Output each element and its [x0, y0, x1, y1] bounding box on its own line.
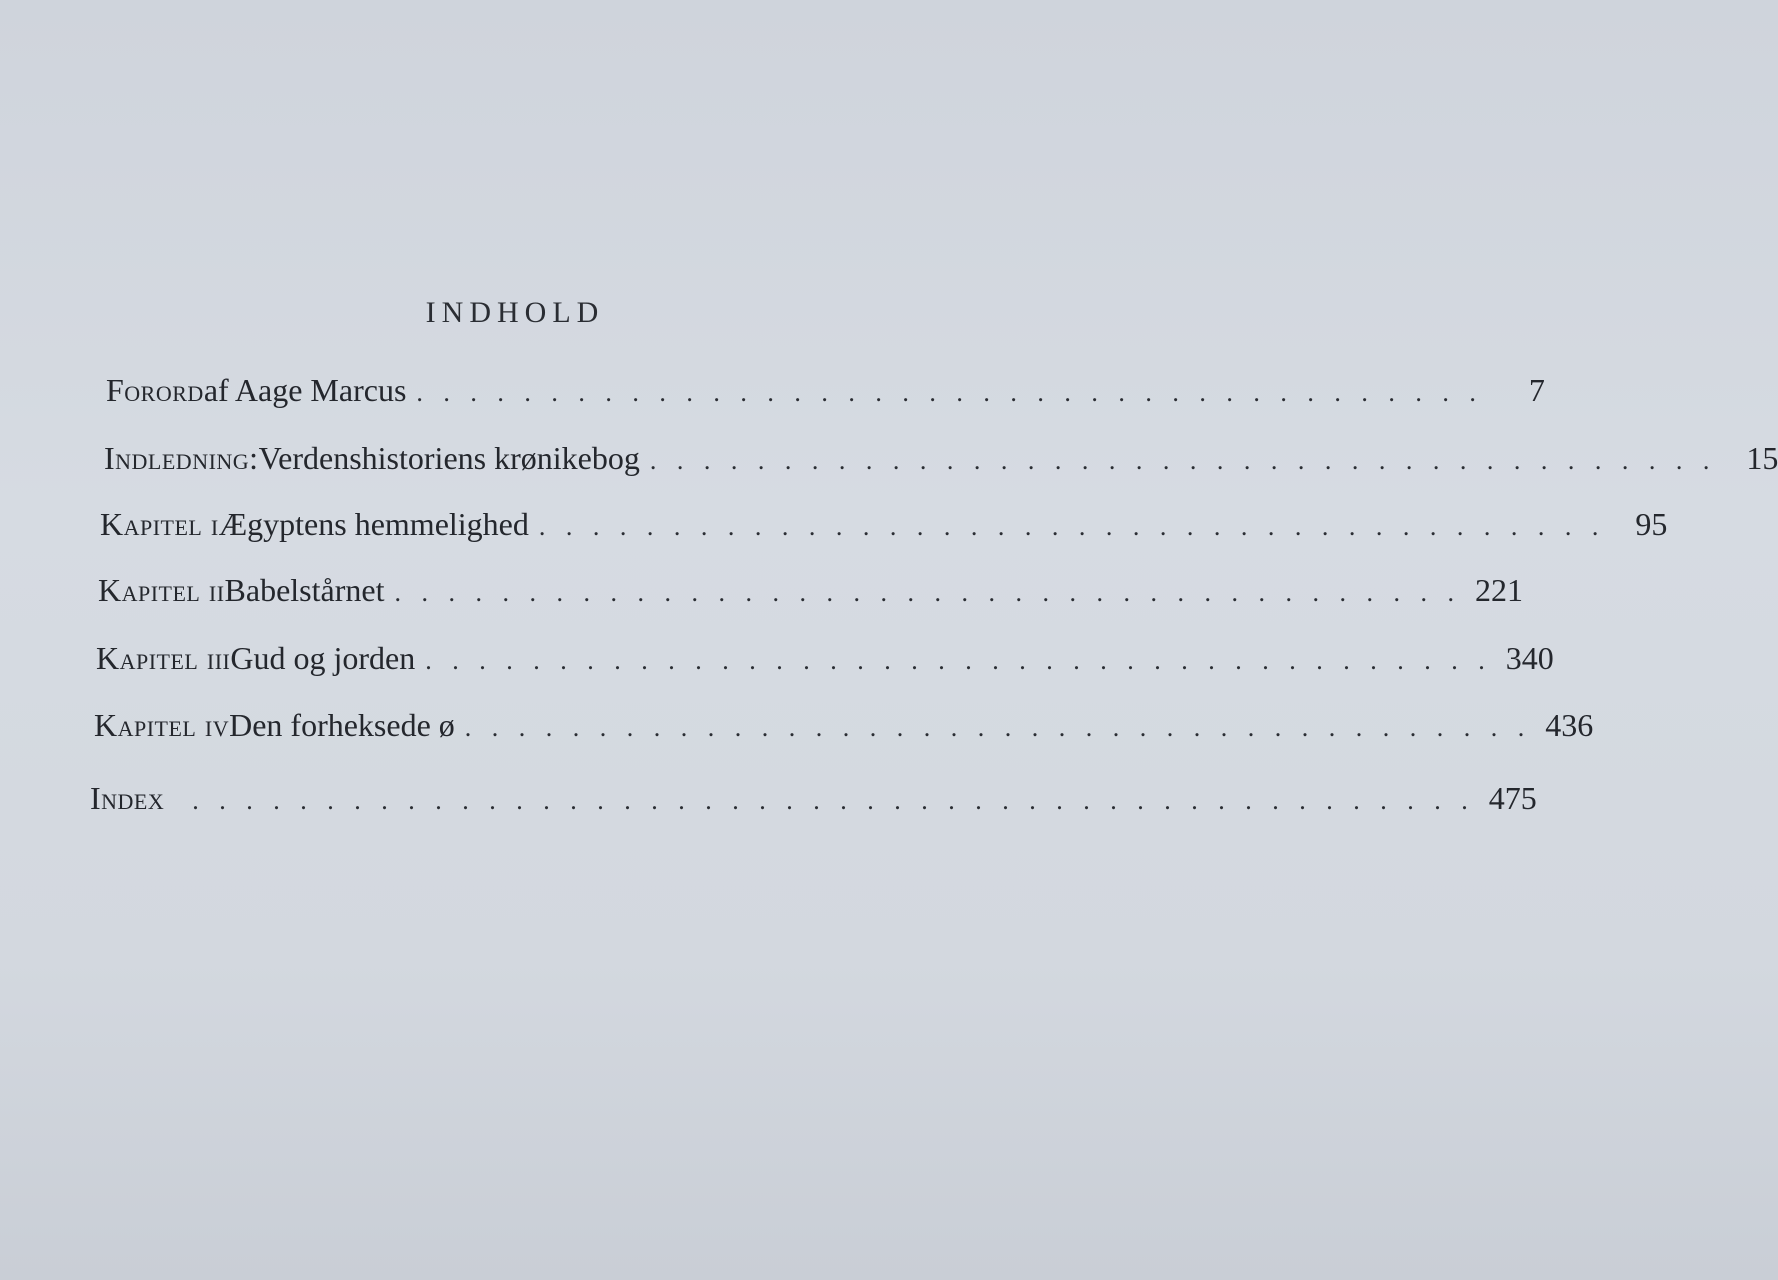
toc-entry-page: 15	[1746, 440, 1778, 476]
toc-entry-page: 436	[1545, 707, 1594, 743]
toc-entry-page: 340	[1505, 640, 1554, 676]
dot-leader: . . . . . . . . . . . . . . . . . . . . . . . . . . . . . . . . . . . . . . . .	[649, 446, 1717, 475]
toc-entry-kapitel-1	[100, 506, 1668, 543]
toc-entry-label: Kapitel i	[100, 506, 219, 542]
toc-entry-kapitel-3	[96, 640, 1554, 677]
toc-entry-kapitel-2	[98, 572, 1523, 609]
toc-entry-label: Indledning:	[104, 440, 259, 476]
dot-leader: . . . . . . . . . . . . . . . . . . . . . . . . . . . . . . . . . . . . . . . .	[464, 713, 1532, 742]
dot-leader: . . . . . . . . . . . . . . . . . . . . . . . . . . . . . . . . . . . . . . . .	[394, 578, 1461, 607]
toc-entry-index	[90, 780, 1537, 817]
toc-entry-indledning	[104, 440, 1778, 477]
dot-leader: . . . . . . . . . . . . . . . . . . . . . . . . . . . . . . . . . . . . . . . .	[425, 646, 1492, 675]
toc-entry-label: Kapitel iv	[94, 707, 230, 743]
toc-entry-page: 7	[1528, 372, 1545, 408]
toc-entry-title: Den forheksede ø	[229, 707, 455, 743]
page-title: INDHOLD	[425, 296, 605, 329]
dot-leader: . . . . . . . . . . . . . . . . . . . . . . . . . . . . . . . . . . . . . . . .	[416, 378, 1483, 407]
toc-entry-page: 221	[1474, 572, 1523, 608]
toc-entry-label: Index	[90, 780, 165, 816]
dot-leader: . . . . . . . . . . . . . . . . . . . . . . . . . . . . . . . . . . . . . . . . . . . . . . . .	[192, 786, 1475, 815]
toc-entry-forord	[106, 372, 1545, 409]
toc-entry-title: Ægyptens hemmelighed	[218, 506, 529, 542]
toc-entry-title: Babelstårnet	[224, 572, 385, 608]
toc-entry-label: Kapitel iii	[96, 640, 231, 676]
toc-entry-title: Verdenshistoriens krønikebog	[258, 440, 640, 476]
toc-entry-title: Gud og jorden	[230, 640, 416, 676]
toc-entry-kapitel-4	[94, 707, 1594, 744]
toc-entry-label: Forord	[106, 372, 204, 408]
dot-leader: . . . . . . . . . . . . . . . . . . . . . . . . . . . . . . . . . . . . . . . .	[538, 512, 1606, 541]
toc-entry-title: af Aage Marcus	[203, 372, 407, 408]
toc-entry-page: 95	[1635, 506, 1668, 542]
toc-entry-page: 475	[1488, 780, 1537, 816]
toc-entry-label: Kapitel ii	[98, 572, 225, 608]
